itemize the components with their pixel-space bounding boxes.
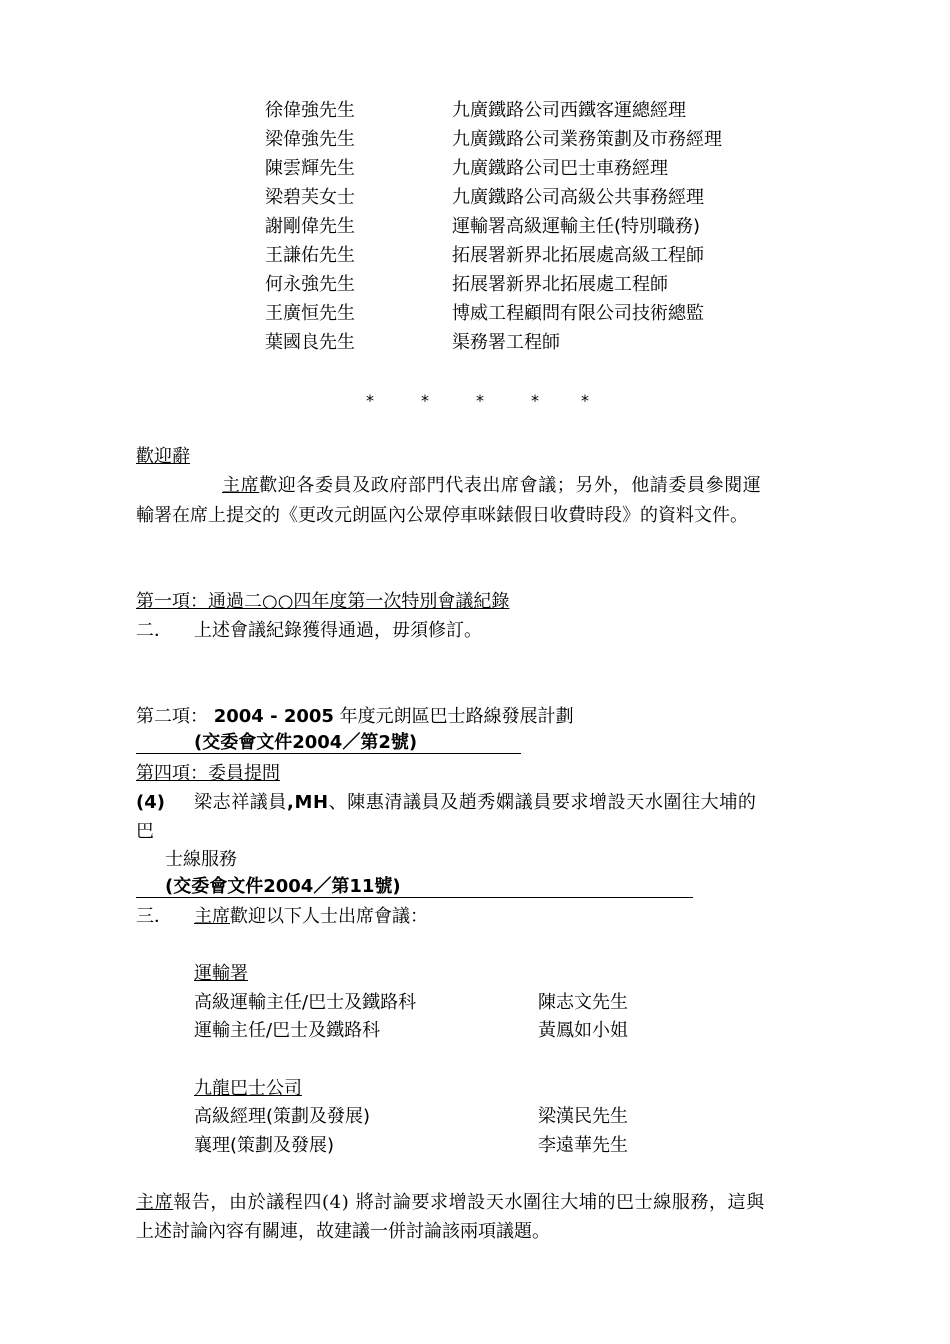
report-text-b: 將討論要求增設天水圍往大埔的巴士線服務，這與 [355,1192,765,1213]
attendee-title: 運輸署高級運輸主任(特別職務) [452,216,701,237]
attendee-name: 何永強先生 [265,274,355,295]
attendee-title: 九廣鐵路公司西鐵客運總經理 [452,100,686,121]
guest-role: 高級經理(策劃及發展) [194,1106,371,1127]
paper-open: (交委會文件 [194,732,293,753]
paper-year: 2004 [292,732,343,753]
attendee-title: 博威工程顧問有限公司技術總監 [452,303,704,324]
report-text-a: 報告，由於議程四 [173,1192,323,1213]
welcome-text: 歡迎各委員及政府部門代表出席會議；另外，他請委員參閱運 [259,475,762,496]
chair-label: 主席 [136,1192,174,1213]
attendee-name: 葉國良先生 [265,332,355,353]
item2-title: 年度元朗區巴士路線發展計劃 [339,706,574,727]
attendee-name: 王謙佑先生 [265,245,355,266]
item4-text [194,791,756,815]
item4-mover: 梁志祥議員 [194,792,287,813]
attendee-title: 九廣鐵路公司高級公共事務經理 [452,187,704,208]
attendee-title: 九廣鐵路公司業務策劃及市務經理 [452,129,722,150]
item2-years: 2004 - 2005 [213,706,334,727]
attendee-title: 九廣鐵路公司巴士車務經理 [452,158,668,179]
item1-heading: 第一項：通過二○○四年度第一次特別會議紀錄 [136,591,510,612]
guest-role: 襄理(策劃及發展) [194,1135,335,1156]
separator-star: * [581,391,589,410]
welcome-heading: 歡迎辭 [136,446,190,467]
guest-name: 陳志文先生 [538,992,628,1013]
paper-number: 11 [349,876,375,897]
attendee-name: 徐偉強先生 [265,100,355,121]
report-line2: 上述討論內容有關連，故建議一併討論該兩項議題。 [136,1221,550,1242]
section-separator [366,389,636,413]
paper-open: (交委會文件 [165,876,264,897]
guest-name: 黃鳳如小姐 [538,1020,628,1041]
item4-wrap-char: 巴 [136,821,154,842]
item1-para-number: 二． [136,620,172,641]
paper-slash: ／第 [313,876,350,897]
item4-line3: 士線服務 [165,849,237,870]
item4-heading: 第四項：委員提問 [136,763,280,784]
separator-star: * [366,391,374,410]
attendee-name: 陳雲輝先生 [265,158,355,179]
paper-year: 2004 [263,876,314,897]
attendee-title: 拓展署新界北拓展處高級工程師 [452,245,704,266]
attendee-name: 梁碧芙女士 [265,187,355,208]
report-ref: (4) [322,1192,350,1213]
paper-close: 號) [390,732,418,753]
paper-close: 號) [374,876,401,897]
report-line1 [136,1191,765,1215]
paper-slash: ／第 [342,732,379,753]
item4-mh: ,MH [287,792,329,813]
guest-role: 高級運輸主任/巴士及鐵路科 [194,992,417,1013]
item1-para-text: 上述會議紀錄獲得通過，毋須修訂。 [194,620,482,641]
chair-label: 主席 [222,475,260,496]
item4-paper-ref [136,877,693,898]
attendee-title: 拓展署新界北拓展處工程師 [452,274,668,295]
attendee-title: 渠務署工程師 [452,332,560,353]
attendee-name: 謝剛偉先生 [265,216,355,237]
separator-star: * [421,391,429,410]
item2-heading [136,705,574,729]
item4-text-rest: 、陳惠清議員及趙秀嫻議員要求增設天水圍往大埔的 [328,792,757,813]
guest-name: 梁漢民先生 [538,1106,628,1127]
item2-paper-ref [136,733,521,754]
chair-label: 主席 [194,906,230,927]
guest-role: 運輸主任/巴士及鐵路科 [194,1020,381,1041]
welcome-paragraph-line2: 輸署在席上提交的《更改元朗區內公眾停車咪錶假日收費時段》的資料文件。 [136,505,748,526]
welcome-paragraph-line1 [222,474,761,498]
para3 [136,905,428,929]
paper-number: 2 [378,732,391,753]
item2-prefix: 第二項： [136,706,208,727]
org-name: 運輸署 [194,963,248,984]
org-name: 九龍巴士公司 [194,1078,302,1099]
attendee-name: 王廣恒先生 [265,303,355,324]
para3-number: 三． [136,906,172,927]
separator-star: * [476,391,484,410]
guest-name: 李遠華先生 [538,1135,628,1156]
item4-number: (4) [136,792,165,813]
separator-star: * [531,391,539,410]
para3-text: 歡迎以下人士出席會議： [230,906,428,927]
attendee-name: 梁偉強先生 [265,129,355,150]
